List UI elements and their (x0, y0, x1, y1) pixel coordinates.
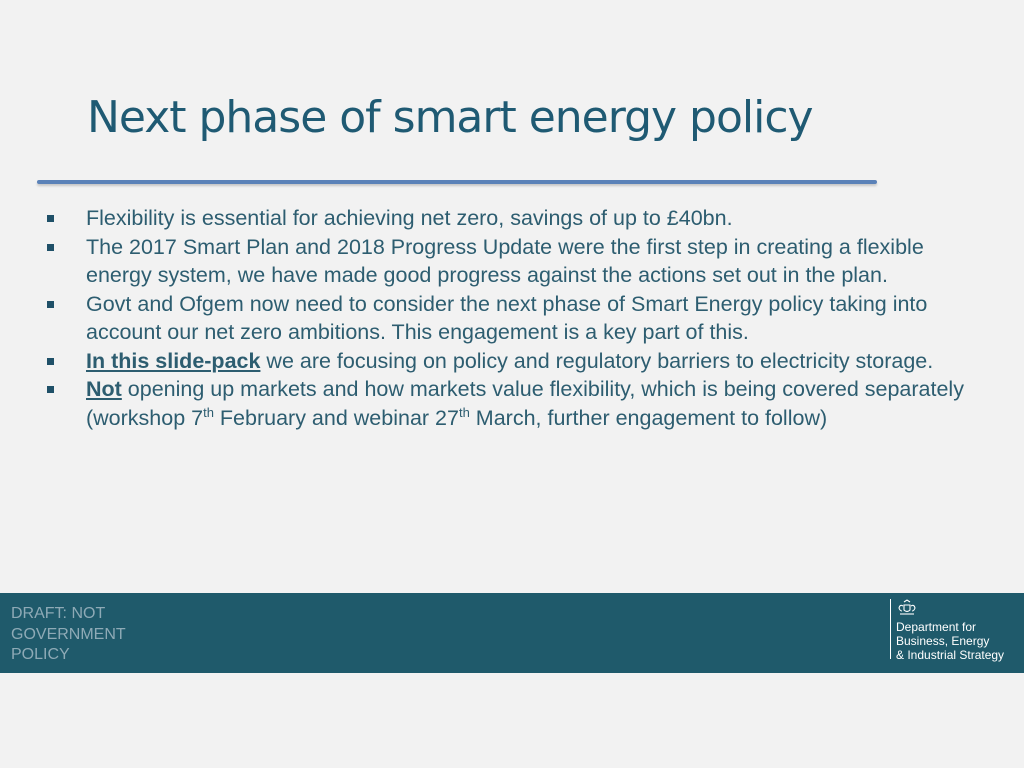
square-bullet-icon (47, 244, 54, 251)
department-line: Business, Energy (896, 634, 990, 648)
draft-label: DRAFT: NOT GOVERNMENT POLICY (11, 605, 126, 663)
square-bullet-icon (47, 301, 54, 308)
bullet-item (47, 347, 967, 376)
department-line: Department for (896, 620, 977, 634)
square-bullet-icon (47, 358, 54, 365)
department-name (896, 620, 1004, 662)
bullet-list (47, 204, 967, 432)
square-bullet-icon (47, 215, 54, 222)
bullet-item (47, 375, 967, 432)
bullet-item (47, 204, 967, 233)
bullet-text: February and webinar 27 (213, 405, 459, 430)
ordinal-suffix: th (458, 404, 470, 420)
square-bullet-icon (47, 386, 54, 393)
bullet-emphasis: Not (86, 377, 122, 401)
bullet-text: Govt and Ofgem now need to consider the next phase of Smart Energy policy taking into account our net zero ambitions. This engagement is a key part of this. (86, 291, 928, 344)
bullet-item (47, 233, 967, 290)
royal-coat-of-arms-icon (896, 599, 918, 617)
bullet-item (47, 290, 967, 347)
bullet-text: March, further engagement to follow) (469, 405, 828, 430)
bullet-text: we are focusing on policy and regulatory barriers to electricity storage. (260, 348, 934, 373)
bullet-emphasis: In this slide-pack (86, 348, 261, 373)
slide-title: Next phase of smart energy policy (87, 92, 813, 143)
department-line: & Industrial Strategy (896, 648, 1005, 662)
department-divider (890, 599, 891, 659)
ordinal-suffix: th (203, 404, 214, 420)
footer-band (0, 593, 1024, 673)
bullet-text: Flexibility is essential for achieving net zero, savings of up to £40bn. (86, 206, 733, 230)
title-divider (37, 180, 877, 184)
bullet-text: opening up markets and how markets value flexibility, which is being covered separately (workshop 7 (86, 377, 964, 430)
bullet-text: The 2017 Smart Plan and 2018 Progress Update were the first step in creating a flexible energy system, we have made good progress against the actions set out in the plan. (86, 234, 924, 287)
